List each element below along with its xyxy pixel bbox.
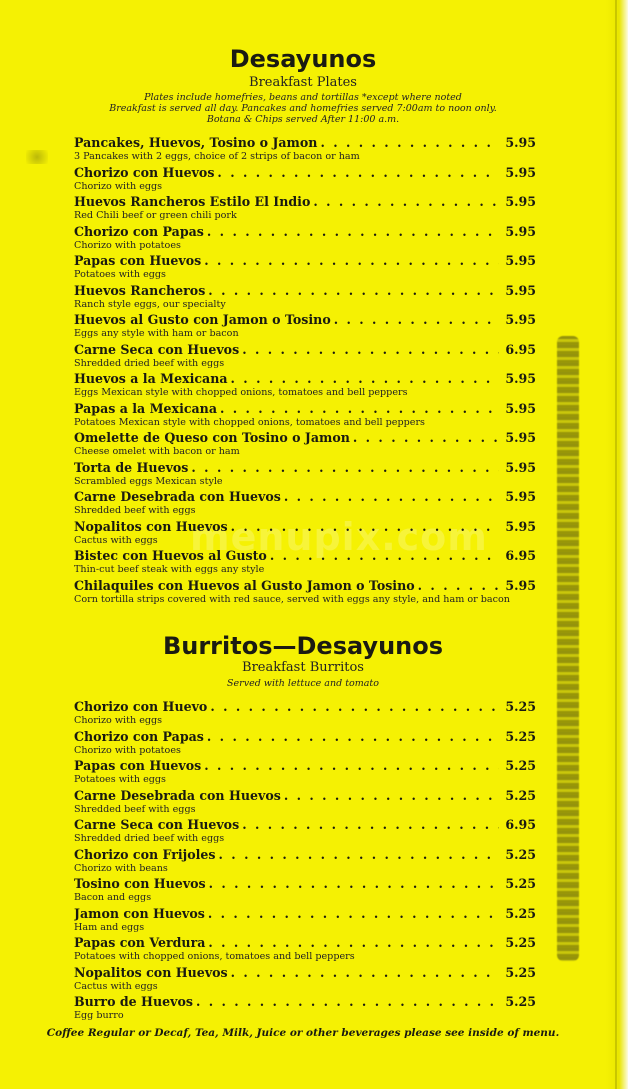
- burritos-title: Burritos—Desayunos: [162, 632, 444, 660]
- menu-item: [74, 548, 536, 578]
- dot-leader: [209, 876, 500, 892]
- menu-item-name: Huevos a la Mexicana: [74, 371, 228, 386]
- menu-item-price: 5.95: [505, 135, 536, 150]
- watermark: menupix.com: [190, 515, 488, 559]
- menu-item-name: Tosino con Huevos: [74, 876, 206, 891]
- menu-item: [74, 312, 536, 342]
- menu-item-name: Omelette de Queso con Tosino o Jamon: [74, 430, 350, 445]
- menu-item: [74, 994, 536, 1024]
- menu-item-price: 5.95: [505, 164, 536, 180]
- menu-item: [74, 430, 536, 460]
- dot-leader: [231, 371, 500, 387]
- menu-item-price: 5.25: [505, 964, 536, 980]
- menu-item: [74, 519, 536, 549]
- burritos-subtitle: Breakfast Burritos: [242, 660, 364, 675]
- menu-item-description: Shredded dried beef with eggs: [74, 833, 225, 844]
- menu-item-line: [74, 729, 536, 745]
- menu-item-price: 5.25: [505, 905, 536, 921]
- menu-item-price: 5.95: [505, 459, 536, 475]
- menu-item-name: Chorizo con Huevos: [74, 164, 215, 180]
- menu-item-description: Shredded dried beef with eggs: [74, 357, 225, 369]
- menu-item-description: Chorizo with beans: [74, 862, 168, 874]
- menu-item: [74, 699, 536, 729]
- dot-leader: [242, 817, 499, 833]
- dot-leader: [207, 224, 499, 240]
- menu-item-price: 5.25: [505, 846, 536, 862]
- menu-item-description: Potatoes with eggs: [74, 774, 166, 785]
- menu-item-price: 5.25: [505, 876, 536, 891]
- menu-item: [74, 371, 536, 401]
- menu-item: [74, 165, 536, 195]
- menu-item-line: [74, 401, 536, 417]
- dot-leader: [219, 847, 500, 863]
- menu-item: [74, 194, 536, 224]
- menu-item-description: Chorizo with eggs: [74, 715, 163, 726]
- menu-item-price: 6.95: [505, 341, 536, 357]
- menu-item-line: [74, 788, 536, 804]
- menu-item-name: Chorizo con Frijoles: [74, 846, 216, 862]
- dot-leader: [334, 312, 500, 328]
- menu-item-description: Chorizo with potatoes: [74, 239, 181, 251]
- menu-item-description: 3 Pancakes with 2 eggs, choice of 2 strips of bacon or ham: [74, 151, 360, 162]
- menu-item: [74, 906, 536, 936]
- dot-leader: [353, 430, 499, 446]
- dot-leader: [208, 906, 499, 922]
- menu-item-description: Corn tortilla strips covered with red sauce, served with eggs any style, and ham or bacon: [74, 593, 510, 605]
- dot-leader: [208, 935, 499, 951]
- menu-item: [74, 460, 536, 490]
- menu-item: [74, 489, 536, 519]
- dot-leader: [284, 489, 499, 505]
- menu-item-name: Burro de Huevos: [74, 994, 193, 1009]
- menu-item-description: Ranch style eggs, our specialty: [74, 298, 226, 310]
- breakfast-title: Desayunos: [229, 45, 377, 73]
- menu-item-name: Huevos Rancheros Estilo El Indio: [74, 194, 311, 209]
- menu-item: [74, 965, 536, 995]
- menu-item-name: Huevos al Gusto con Jamon o Tosino: [74, 312, 331, 327]
- menu-item-description: Ham and eggs: [74, 921, 145, 933]
- menu-item: [74, 342, 536, 372]
- menu-item-name: Carne Desebrada con Huevos: [74, 787, 281, 803]
- dot-leader: [320, 135, 499, 151]
- menu-item-name: Chilaquiles con Huevos al Gusto Jamon o Tosino: [74, 577, 415, 593]
- dot-leader: [313, 194, 499, 210]
- menu-item-line: [74, 699, 536, 715]
- dot-leader: [204, 758, 499, 774]
- dot-leader: [242, 342, 499, 358]
- menu-item-price: 5.95: [505, 253, 536, 268]
- menu-item: [74, 758, 536, 788]
- menu-item-line: [74, 342, 536, 358]
- menu-item-price: 5.25: [505, 787, 536, 803]
- menu-item-description: Shredded beef with eggs: [74, 803, 196, 815]
- dot-leader: [418, 578, 500, 594]
- menu-item-description: Eggs any style with ham or bacon: [74, 328, 239, 339]
- menu-item: [74, 135, 536, 165]
- menu-item-price: 6.95: [505, 548, 536, 563]
- dot-leader: [204, 253, 499, 269]
- menu-item-name: Chorizo con Papas: [74, 223, 204, 239]
- menu-item-name: Papas con Huevos: [74, 758, 202, 773]
- menu-item-name: Nopalitos con Huevos: [74, 518, 228, 534]
- menu-item-price: 5.95: [505, 400, 536, 416]
- menu-item-description: Thin-cut beef steak with eggs any style: [74, 564, 265, 575]
- menu-item: [74, 283, 536, 313]
- menu-item-description: Cheese omelet with bacon or ham: [74, 446, 240, 457]
- menu-item-line: [74, 758, 536, 774]
- menu-item-name: Torta de Huevos: [74, 459, 189, 475]
- menu-item-line: [74, 165, 536, 181]
- dot-leader: [217, 165, 499, 181]
- menu-item: [74, 401, 536, 431]
- menu-item-name: Bistec con Huevos al Gusto: [74, 548, 267, 563]
- menu-item-description: Bacon and eggs: [74, 892, 152, 903]
- menu-item-name: Papas a la Mexicana: [74, 400, 217, 416]
- menu-item-price: 5.25: [505, 994, 536, 1009]
- menu-item-description: Shredded beef with eggs: [74, 505, 196, 516]
- beverages-note: Coffee Regular or Decaf, Tea, Milk, Juice or other beverages please see inside of menu.: [46, 1027, 560, 1039]
- menu-item-line: [74, 489, 536, 505]
- menu-item-name: Nopalitos con Huevos: [74, 964, 228, 980]
- menu-item-name: Carne Seca con Huevos: [74, 341, 240, 357]
- menu-item-line: [74, 135, 536, 151]
- dot-leader: [208, 283, 499, 299]
- menu-item-price: 5.25: [505, 699, 536, 714]
- menu-item-name: Chorizo con Huevo: [74, 699, 208, 714]
- menu-item-line: [74, 578, 536, 594]
- menu-item-line: [74, 371, 536, 387]
- menu-item-price: 5.25: [505, 935, 536, 950]
- dot-leader: [207, 729, 499, 745]
- menu-item-price: 5.25: [505, 728, 536, 744]
- menu-item-description: Scrambled eggs Mexican style: [74, 475, 223, 487]
- dot-leader: [220, 401, 499, 417]
- menu-item: [74, 729, 536, 759]
- dot-leader: [270, 548, 499, 564]
- breakfast-note-3: Botana & Chips served After 11:00 a.m.: [206, 114, 400, 125]
- menu-item-line: [74, 994, 536, 1010]
- menu-item-price: 5.95: [505, 223, 536, 239]
- dot-leader: [196, 994, 499, 1010]
- menu-item: [74, 253, 536, 283]
- menu-item-line: [74, 876, 536, 892]
- burritos-menu-list: [74, 699, 536, 1024]
- menu-item-line: [74, 548, 536, 564]
- dot-leader: [284, 788, 499, 804]
- breakfast-subtitle: Breakfast Plates: [249, 75, 357, 90]
- menu-item-description: Chorizo with eggs: [74, 180, 163, 192]
- ink-smudge-small: [26, 150, 48, 164]
- menu-item-description: Egg burro: [74, 1010, 124, 1021]
- menu-item-line: [74, 224, 536, 240]
- menu-item-description: Red Chili beef or green chili pork: [74, 210, 237, 221]
- menu-item-description: Potatoes with eggs: [74, 269, 166, 280]
- menu-item-price: 5.95: [505, 430, 536, 445]
- menu-item-line: [74, 519, 536, 535]
- page-edge: [606, 0, 628, 1089]
- menu-item-description: Cactus with eggs: [74, 980, 158, 992]
- menu-item: [74, 788, 536, 818]
- menu-item-line: [74, 430, 536, 446]
- menu-item-line: [74, 847, 536, 863]
- breakfast-note-1: Plates include homefries, beans and tortillas *except where noted: [144, 92, 462, 103]
- menu-item-name: Carne Desebrada con Huevos: [74, 489, 281, 504]
- menu-item-price: 5.95: [505, 577, 536, 593]
- menu-item-description: Cactus with eggs: [74, 534, 158, 546]
- menu-item-line: [74, 283, 536, 299]
- menu-item-line: [74, 253, 536, 269]
- dot-leader: [231, 965, 500, 981]
- menu-item: [74, 847, 536, 877]
- menu-item-line: [74, 935, 536, 951]
- menu-item-name: Papas con Huevos: [74, 253, 202, 268]
- menu-item-name: Papas con Verdura: [74, 935, 206, 950]
- menu-item-line: [74, 906, 536, 922]
- menu-item-name: Carne Seca con Huevos: [74, 817, 240, 832]
- menu-item-name: Pancakes, Huevos, Tosino o Jamon: [74, 135, 318, 150]
- menu-item-price: 5.95: [505, 518, 536, 534]
- menu-item-name: Huevos Rancheros: [74, 282, 206, 298]
- menu-item-line: [74, 194, 536, 210]
- menu-item-price: 5.95: [505, 371, 536, 386]
- menu-item-description: Chorizo with potatoes: [74, 744, 181, 756]
- menu-item: [74, 876, 536, 906]
- menu-item: [74, 224, 536, 254]
- menu-item-description: Potatoes Mexican style with chopped onions, tomatoes and bell peppers: [74, 416, 425, 428]
- dot-leader: [231, 519, 500, 535]
- menu-item-description: Potatoes with chopped onions, tomatoes and bell peppers: [74, 951, 355, 962]
- menu-item: [74, 935, 536, 965]
- menu-item-line: [74, 965, 536, 981]
- menu-item-line: [74, 312, 536, 328]
- menu-item-line: [74, 817, 536, 833]
- dot-leader: [191, 460, 499, 476]
- menu-item-price: 6.95: [505, 817, 536, 832]
- menu-item-name: Jamon con Huevos: [74, 905, 205, 921]
- menu-item-description: Eggs Mexican style with chopped onions, tomatoes and bell peppers: [74, 387, 408, 398]
- menu-item-name: Chorizo con Papas: [74, 728, 204, 744]
- menu-item-line: [74, 460, 536, 476]
- menu-item-price: 5.95: [505, 194, 536, 209]
- menu-item-price: 5.95: [505, 489, 536, 504]
- breakfast-note-2: Breakfast is served all day. Pancakes and homefries served 7:00am to noon only.: [109, 103, 497, 114]
- menu-item-price: 5.95: [505, 312, 536, 327]
- menu-item-price: 5.95: [505, 282, 536, 298]
- menu-item: [74, 578, 536, 608]
- menu-item: [74, 817, 536, 847]
- dot-leader: [210, 699, 499, 715]
- breakfast-menu-list: [74, 135, 536, 607]
- menu-item-price: 5.25: [505, 758, 536, 773]
- burritos-note: Served with lettuce and tomato: [227, 678, 379, 689]
